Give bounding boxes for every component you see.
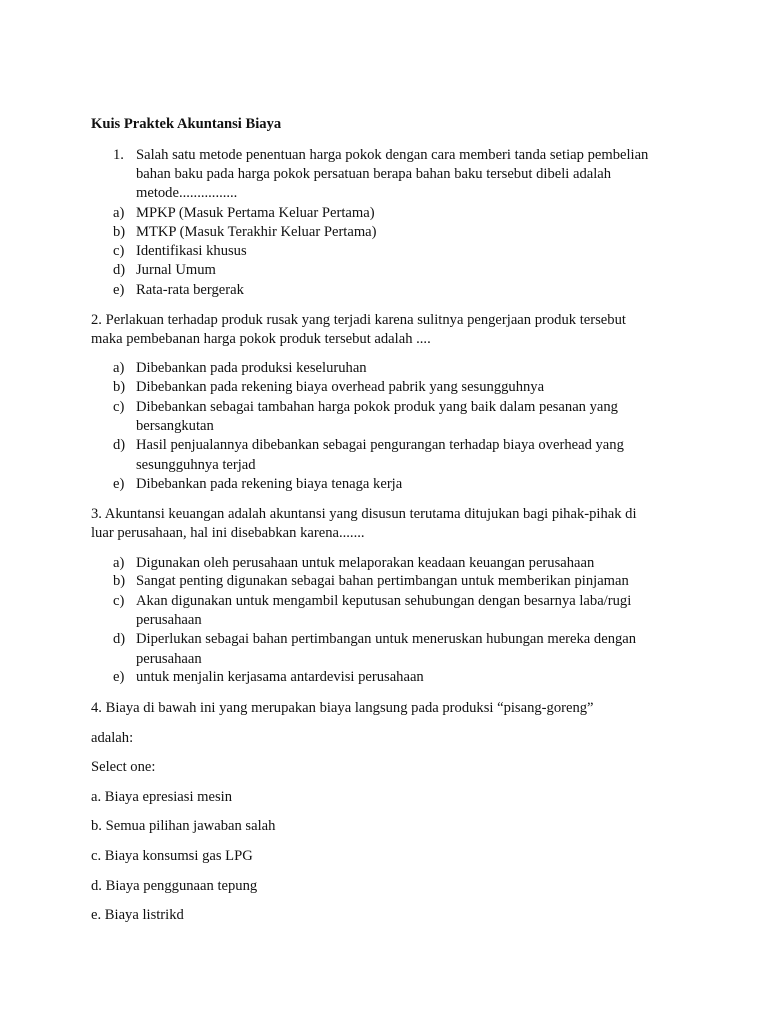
question-1-option-b: MTKP (Masuk Terakhir Keluar Pertama) <box>136 224 377 240</box>
question-4-option-e: e. Biaya listrikd <box>91 907 184 923</box>
question-2-option-d-letter: d) <box>113 437 126 453</box>
question-3-option-a: Digunakan oleh perusahaan untuk melaporakan keadaan keuangan perusahaan <box>136 555 595 571</box>
question-4-option-b: b. Semua pilihan jawaban salah <box>91 818 276 834</box>
question-1-number: 1. <box>113 147 124 163</box>
question-1-option-d: Jurnal Umum <box>136 262 216 278</box>
question-3-option-d-letter: d) <box>113 631 126 647</box>
question-2-option-e: Dibebankan pada rekening biaya tenaga kerja <box>136 476 403 492</box>
question-3-option-a-letter: a) <box>113 555 125 571</box>
question-3-option-c-line-2: perusahaan <box>136 612 202 628</box>
question-3-option-b-letter: b) <box>113 573 126 589</box>
question-3-option-e-letter: e) <box>113 669 125 685</box>
question-3-option-c-line-1: Akan digunakan untuk mengambil keputusan sehubungan dengan besarnya laba/rugi <box>136 593 632 609</box>
question-3-text-line-2: luar perusahaan, hal ini disebabkan karena....... <box>91 525 365 541</box>
question-1-option-e-letter: e) <box>113 282 125 298</box>
question-1-option-a-letter: a) <box>113 205 125 221</box>
question-3-option-c-letter: c) <box>113 593 125 609</box>
question-1-option-c: Identifikasi khusus <box>136 243 247 259</box>
question-1-text-line-2: bahan baku pada harga pokok persatuan berapa bahan baku tersebut dibeli adalah <box>136 166 612 182</box>
question-2-option-d-line-2: sesungguhnya terjad <box>136 457 256 473</box>
question-2-option-d-line-1: Hasil penjualannya dibebankan sebagai pengurangan terhadap biaya overhead yang <box>136 437 624 453</box>
question-2-option-b: Dibebankan pada rekening biaya overhead pabrik yang sesungguhnya <box>136 379 545 395</box>
question-3-option-e: untuk menjalin kerjasama antardevisi perusahaan <box>136 669 424 685</box>
question-1-option-a: MPKP (Masuk Pertama Keluar Pertama) <box>136 205 375 221</box>
question-4-option-c: c. Biaya konsumsi gas LPG <box>91 848 253 864</box>
question-2-option-a: Dibebankan pada produksi keseluruhan <box>136 360 367 376</box>
question-2-option-c-line-2: bersangkutan <box>136 418 214 434</box>
question-3-option-d-line-2: perusahaan <box>136 651 202 667</box>
question-4-text: 4. Biaya di bawah ini yang merupakan biaya langsung pada produksi “pisang-goreng” <box>91 700 594 716</box>
question-1-option-d-letter: d) <box>113 262 126 278</box>
page-title: Kuis Praktek Akuntansi Biaya <box>91 116 282 132</box>
question-2-text-line-1: 2. Perlakuan terhadap produk rusak yang terjadi karena sulitnya pengerjaan produk tersebut <box>91 312 626 328</box>
question-2-text-line-2: maka pembebanan harga pokok produk tersebut adalah .... <box>91 331 431 347</box>
question-2-option-a-letter: a) <box>113 360 125 376</box>
question-3-option-d-line-1: Diperlukan sebagai bahan pertimbangan untuk meneruskan hubungan mereka dengan <box>136 631 637 647</box>
question-1-option-c-letter: c) <box>113 243 125 259</box>
question-4-option-d: d. Biaya penggunaan tepung <box>91 878 258 894</box>
question-1-option-b-letter: b) <box>113 224 126 240</box>
select-one-label: Select one: <box>91 759 156 775</box>
question-2-option-c-letter: c) <box>113 399 125 415</box>
question-2-option-b-letter: b) <box>113 379 126 395</box>
question-3-text-line-1: 3. Akuntansi keuangan adalah akuntansi yang disusun terutama ditujukan bagi pihak-pihak di <box>91 506 637 522</box>
question-1-text-line-1: Salah satu metode penentuan harga pokok dengan cara memberi tanda setiap pembelian <box>136 147 649 163</box>
question-4-continuation: adalah: <box>91 730 134 746</box>
question-1-text-line-3: metode................ <box>136 185 238 201</box>
question-3-option-b: Sangat penting digunakan sebagai bahan pertimbangan untuk memberikan pinjaman <box>136 573 629 589</box>
question-4-option-a: a. Biaya epresiasi mesin <box>91 789 233 805</box>
question-1-option-e: Rata-rata bergerak <box>136 282 244 298</box>
question-2-option-c-line-1: Dibebankan sebagai tambahan harga pokok produk yang baik dalam pesanan yang <box>136 399 618 415</box>
question-2-option-e-letter: e) <box>113 476 125 492</box>
